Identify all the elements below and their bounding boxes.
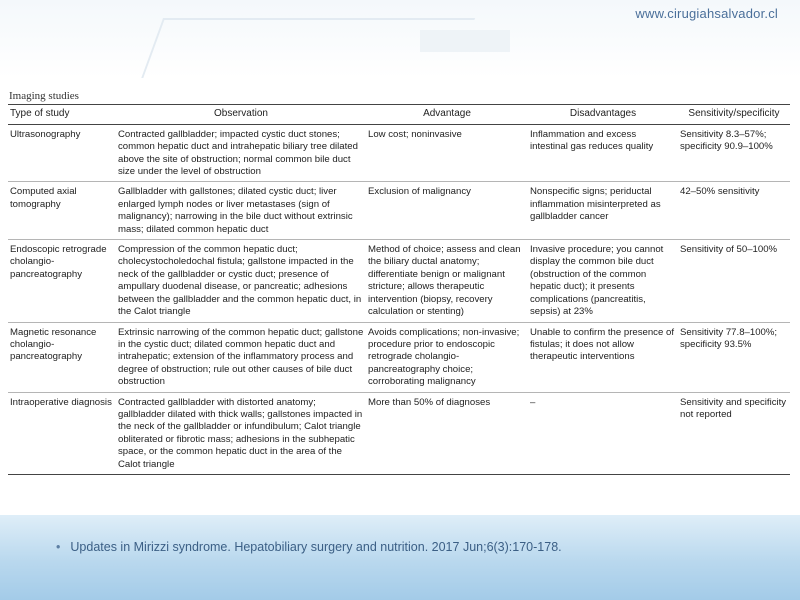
column-header: Observation — [116, 105, 366, 124]
observation-cell: Contracted gallbladder with distorted anatomy; gallbladder dilated with thick walls; gallstones impacted in the neck of the gallbladder or infundibulum; Calot triangle obliterated or fibrotic mass; adhesions in the subhepatic space, or the common hepatic duct in the area of the Calot triangle — [116, 392, 366, 474]
advantage-cell: Avoids complications; non-invasive; procedure prior to endoscopic retrograde cholangio-pancreatography choice; corroborating malignancy — [366, 322, 528, 392]
column-header: Sensitivity/specificity — [678, 105, 790, 124]
disadvantages-cell: Nonspecific signs; periductal inflammation misinterpreted as gallbladder cancer — [528, 182, 678, 240]
column-header: Advantage — [366, 105, 528, 124]
data-table — [8, 105, 790, 475]
study-type-cell: Computed axial tomography — [8, 182, 116, 240]
study-type-cell: Endoscopic retrograde cholangio-pancreatography — [8, 240, 116, 322]
imaging-studies-table — [8, 90, 790, 475]
table-caption: Imaging studies — [8, 90, 790, 105]
sensitivity-cell: Sensitivity 77.8–100%; specificity 93.5% — [678, 322, 790, 392]
sensitivity-cell: 42–50% sensitivity — [678, 182, 790, 240]
table-row — [8, 182, 790, 240]
advantage-cell: Exclusion of malignancy — [366, 182, 528, 240]
disadvantages-cell: – — [528, 392, 678, 474]
column-header: Disadvantages — [528, 105, 678, 124]
disadvantages-cell: Unable to confirm the presence of fistulas; it does not allow therapeutic interventions — [528, 322, 678, 392]
decorative-shape — [420, 30, 510, 52]
bullet-icon: • — [56, 540, 61, 554]
sensitivity-cell: Sensitivity and specificity not reported — [678, 392, 790, 474]
observation-cell: Compression of the common hepatic duct; cholecystocholedochal fistula; gallstone impacted in the neck of the gallbladder or cystic duct; presence of ampullary duodenal disease, or pancreatic; adhesions between the gallbladder and the common hepatic duct, in the Calot triangle — [116, 240, 366, 322]
sensitivity-cell: Sensitivity 8.3–57%; specificity 90.9–100% — [678, 124, 790, 182]
website-url: www.cirugiahsalvador.cl — [635, 6, 778, 21]
table-row — [8, 124, 790, 182]
advantage-cell: Method of choice; assess and clean the biliary ductal anatomy; differentiate benign or malignant stricture; allows therapeutic intervention (biopsy, recovery calculation or stenting) — [366, 240, 528, 322]
table-row — [8, 392, 790, 474]
sensitivity-cell: Sensitivity of 50–100% — [678, 240, 790, 322]
column-header: Type of study — [8, 105, 116, 124]
study-type-cell: Magnetic resonance cholangio-pancreatography — [8, 322, 116, 392]
advantage-cell: More than 50% of diagnoses — [366, 392, 528, 474]
study-type-cell: Intraoperative diagnosis — [8, 392, 116, 474]
citation — [56, 540, 562, 554]
observation-cell: Gallbladder with gallstones; dilated cystic duct; liver enlarged lymph nodes or liver metastases (sign of malignancy); narrowing in the bile duct without extrinsic mass; dilated common hepatic duct — [116, 182, 366, 240]
table-header-row — [8, 105, 790, 124]
table-row — [8, 240, 790, 322]
observation-cell: Contracted gallbladder; impacted cystic duct stones; common hepatic duct and intrahepatic biliary tree dilated above the site of obstruction; normal common bile duct size under the level of obstruction — [116, 124, 366, 182]
advantage-cell: Low cost; noninvasive — [366, 124, 528, 182]
disadvantages-cell: Inflammation and excess intestinal gas reduces quality — [528, 124, 678, 182]
observation-cell: Extrinsic narrowing of the common hepatic duct; gallstone in the cystic duct; dilated common hepatic duct and intrahepatic; extension of the inflammatory process and degree of obstruction; rule out other causes of bile duct obstruction — [116, 322, 366, 392]
footer-band — [0, 515, 800, 600]
table-row — [8, 322, 790, 392]
study-type-cell: Ultrasonography — [8, 124, 116, 182]
citation-text: Updates in Mirizzi syndrome. Hepatobiliary surgery and nutrition. 2017 Jun;6(3):170-178. — [70, 540, 562, 554]
disadvantages-cell: Invasive procedure; you cannot display the common bile duct (obstruction of the common hepatic duct); it presents complications (pancreatitis, sepsis) at 23% — [528, 240, 678, 322]
